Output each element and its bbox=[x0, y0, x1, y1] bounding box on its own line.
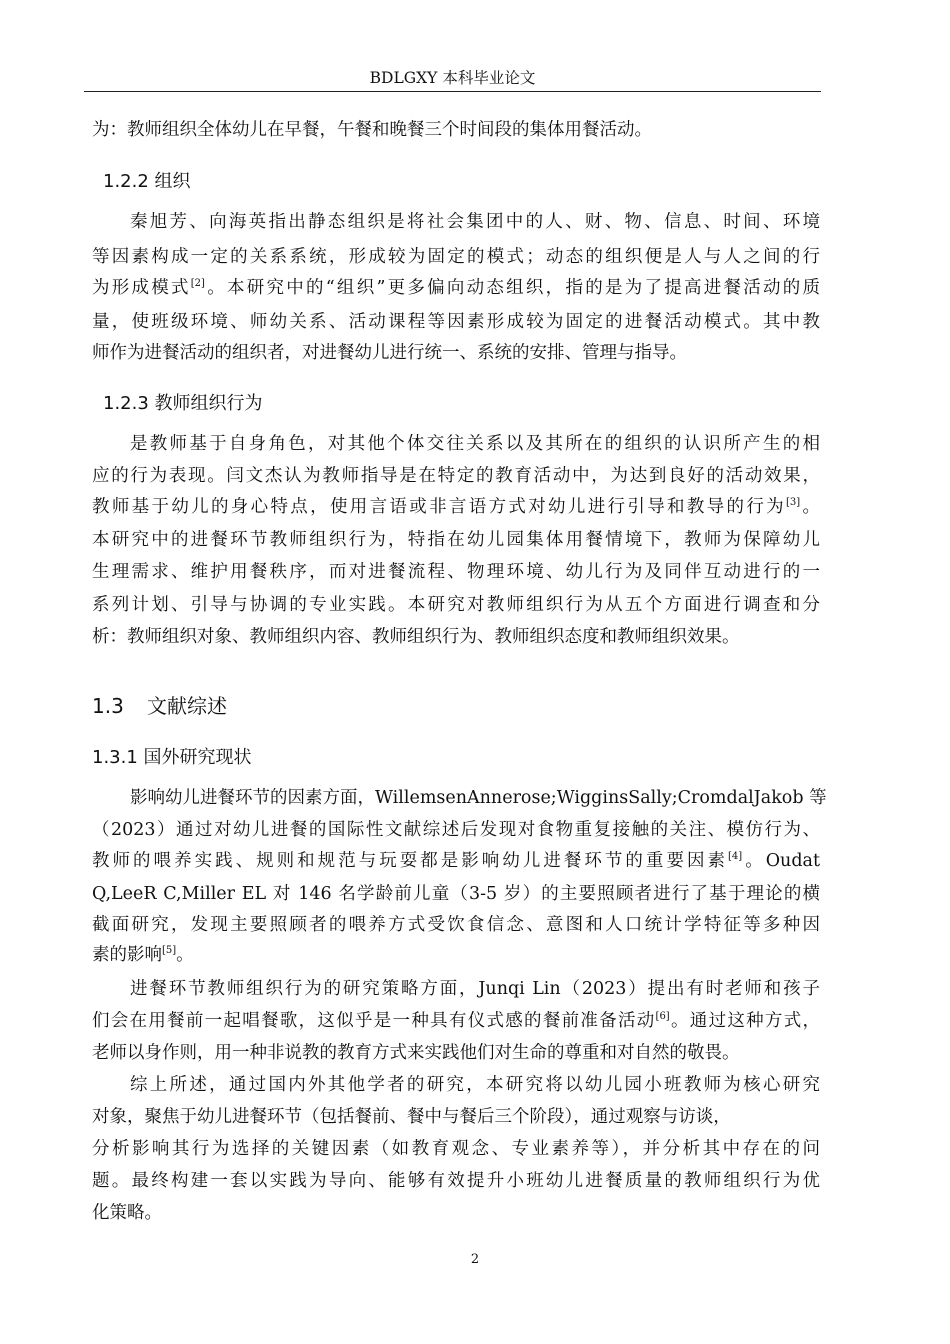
paragraph-line: 生理需求、维护用餐秩序，而对进餐流程、物理环境、幼儿行为及同伴互动进行的一 bbox=[92, 562, 820, 582]
text-span: 。 bbox=[800, 497, 821, 517]
text-span: 们会在用餐前一起唱餐歌，这似乎是一种具有仪式感的餐前准备活动 bbox=[92, 1011, 656, 1031]
paragraph-line: 截面研究，发现主要照顾者的喂养方式受饮食信念、意图和人口统计学特征等多种因 bbox=[92, 915, 820, 935]
section-heading-1-2-2: 1.2.2 组织 bbox=[103, 171, 191, 192]
paragraph-line: 化策略。 bbox=[92, 1203, 162, 1223]
paragraph-line bbox=[92, 495, 820, 519]
paragraph-line: 为：教师组织全体幼儿在早餐，午餐和晚餐三个时间段的集体用餐活动。 bbox=[92, 120, 652, 140]
page-header: BDLGXY 本科毕业论文 bbox=[369, 69, 536, 87]
paragraph-line bbox=[92, 276, 820, 300]
paragraph-line: 系列计划、引导与协调的专业实践。本研究对教师组织行为从五个方面进行调查和分 bbox=[92, 595, 820, 615]
citation: [3] bbox=[786, 497, 801, 508]
page-number: 2 bbox=[470, 1252, 480, 1267]
text-span: 素的影响 bbox=[92, 945, 162, 965]
paragraph-line: 进餐环节教师组织行为的研究策略方面，Junqi Lin（2023）提出有时老师和孩子 bbox=[130, 979, 820, 999]
paragraph-line: 题。最终构建一套以实践为导向、能够有效提升小班幼儿进餐质量的教师组织行为优 bbox=[92, 1171, 820, 1191]
text-span: 。本研究中的“组织”更多偏向动态组织，指的是为了提高进餐活动的质 bbox=[204, 278, 820, 298]
paragraph-line: Q,LeeR C,Miller EL 对 146 名学龄前儿童（3-5 岁）的主要照顾者进行了基于理论的横 bbox=[92, 884, 820, 904]
paragraph-line: 应的行为表现。闫文杰认为教师指导是在特定的教育活动中，为达到良好的活动效果， bbox=[92, 466, 820, 486]
paragraph-line: 对象，聚焦于幼儿进餐环节（包括餐前、餐中与餐后三个阶段），通过观察与访谈， bbox=[92, 1107, 731, 1127]
paragraph-line: 分析影响其行为选择的关键因素（如教育观念、专业素养等），并分析其中存在的问 bbox=[92, 1139, 820, 1159]
paragraph-line: 本研究中的进餐环节教师组织行为，特指在幼儿园集体用餐情境下，教师为保障幼儿 bbox=[92, 530, 820, 550]
section-heading-1-3-1: 1.3.1 国外研究现状 bbox=[92, 747, 252, 768]
paragraph-line: 影响幼儿进餐环节的因素方面，WillemsenAnnerose;WigginsSally;CromdalJakob 等 bbox=[130, 788, 827, 808]
text-span: 。Oudat bbox=[742, 851, 820, 871]
text-span: 。 bbox=[176, 945, 194, 965]
text-span: 为形成模式 bbox=[92, 278, 191, 298]
section-number: 1.3 bbox=[92, 694, 124, 718]
citation: [5] bbox=[162, 945, 177, 956]
paragraph-line: 量，使班级环境、师幼关系、活动课程等因素形成较为固定的进餐活动模式。其中教 bbox=[92, 312, 820, 332]
section-heading-1-2-3: 1.2.3 教师组织行为 bbox=[103, 393, 263, 414]
text-span: 教师的喂养实践、规则和规范与玩耍都是影响幼儿进餐环节的重要因素 bbox=[92, 851, 728, 871]
paragraph-line bbox=[92, 849, 820, 873]
paragraph-line: （2023）通过对幼儿进餐的国际性文献综述后发现对食物重复接触的关注、模仿行为、 bbox=[92, 820, 820, 840]
section-title: 文献综述 bbox=[147, 694, 227, 718]
paragraph-line: 析：教师组织对象、教师组织内容、教师组织行为、教师组织态度和教师组织效果。 bbox=[92, 627, 740, 647]
paragraph-line: 老师以身作则，用一种非说教的教育方式来实践他们对生命的尊重和对自然的敬畏。 bbox=[92, 1043, 740, 1063]
paragraph-line: 秦旭芳、向海英指出静态组织是将社会集团中的人、财、物、信息、时间、环境 bbox=[130, 212, 820, 232]
paragraph-line: 等因素构成一定的关系系统，形成较为固定的模式；动态的组织便是人与人之间的行 bbox=[92, 247, 820, 267]
paragraph-line: 师作为进餐活动的组织者，对进餐幼儿进行统一、系统的安排、管理与指导。 bbox=[92, 343, 687, 363]
header-divider bbox=[84, 91, 821, 92]
section-heading-1-3 bbox=[92, 693, 227, 719]
citation: [2] bbox=[190, 278, 205, 289]
text-span: 教师基于幼儿的身心特点，使用言语或非言语方式对幼儿进行引导和教导的行为 bbox=[92, 497, 786, 517]
paragraph-line: 是教师基于自身角色，对其他个体交往关系以及其所在的组织的认识所产生的相 bbox=[130, 434, 820, 454]
text-span: 。通过这种方式， bbox=[669, 1011, 820, 1031]
paragraph-line bbox=[92, 1009, 820, 1033]
citation: [6] bbox=[655, 1011, 670, 1022]
paragraph-line bbox=[92, 943, 194, 967]
citation: [4] bbox=[728, 851, 743, 862]
paragraph-line: 综上所述，通过国内外其他学者的研究，本研究将以幼儿园小班教师为核心研究 bbox=[130, 1075, 820, 1095]
